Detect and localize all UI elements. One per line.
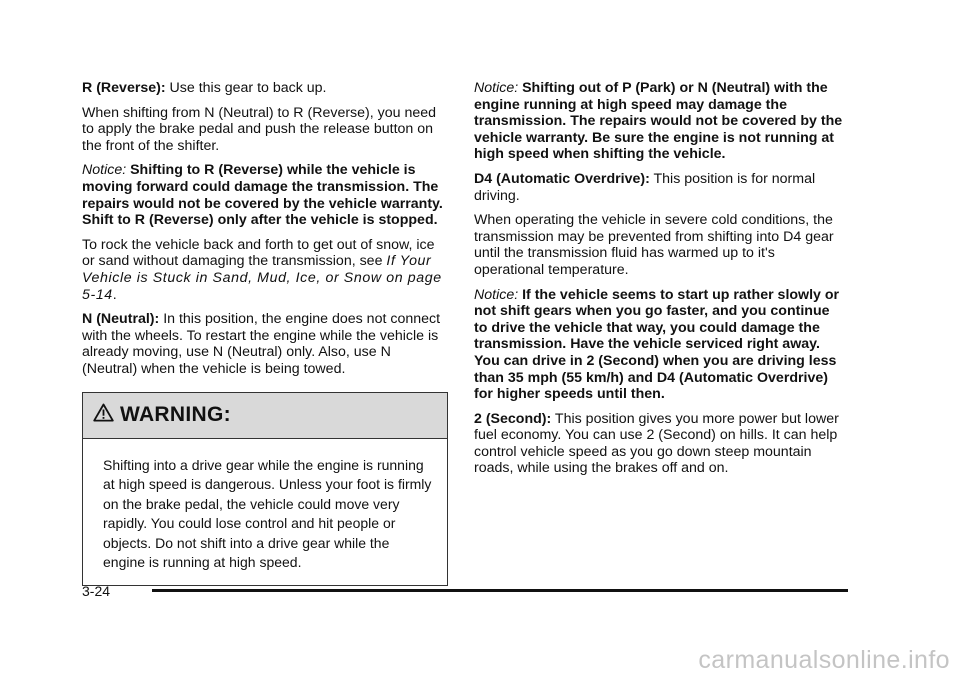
watermark: carmanualsonline.info: [698, 646, 950, 674]
reverse-label: R (Reverse):: [82, 80, 166, 96]
reverse-notice-paragraph: [82, 162, 448, 228]
warning-triangle-icon: [93, 403, 114, 427]
reverse-text: Use this gear to back up.: [165, 80, 327, 96]
second-text: This position gives you more power but lower fuel economy. You can use 2 (Second) on hills. It can help control vehicle speed as you go down steep mountain roads, while using the brakes off and on.: [474, 410, 839, 477]
neutral-text: In this position, the engine does not connect with the wheels. To restart the engine while the vehicle is already moving, use N (Neutral) only. Also, use N (Neutral) when the vehicle is being towed.: [82, 311, 441, 377]
rocking-paragraph: [82, 237, 448, 303]
notice-label: Notice:: [82, 162, 127, 179]
d4-paragraph: [474, 171, 844, 204]
neutral-label: N (Neutral):: [82, 311, 160, 328]
slow-shift-notice-paragraph: [474, 287, 844, 403]
warning-box: [82, 392, 448, 587]
stuck-vehicle-link[interactable]: If Your Vehicle is Stuck in Sand, Mud, Ice, or Snow on page 5-14: [82, 253, 442, 303]
warning-text: Shifting into a drive gear while the engine is running at high speed is dangerous. Unless your foot is firmly on the brake pedal, the vehicle could move very rapidly. You could lose control and hit people or objects. Do not shift into a drive gear while the engine is running at high speed.: [103, 456, 432, 571]
page-number: 3-24: [82, 583, 111, 599]
rocking-text: To rock the vehicle back and forth to get out of snow, ice or sand without damaging the transmission, see: [82, 236, 435, 270]
reverse-shift-paragraph: When shifting from N (Neutral) to R (Reverse), you need to apply the brake pedal and push the release button on the front of the shifter.: [82, 104, 437, 154]
notice-text: If the vehicle seems to start up rather slowly or not shift gears when you go faster, and you continue to drive the vehicle that way, you could damage the transmission. Have the vehicle serviced right away. You can drive in 2 (Second) when you are driving less than 35 mph (55 km/h) and D4 (Automatic Overdrive) for higher speeds until then.: [474, 286, 840, 403]
d4-text: This position is for normal driving.: [474, 170, 816, 204]
left-column: [82, 80, 448, 586]
notice-label: Notice:: [474, 286, 519, 303]
notice-text: Shifting out of P (Park) or N (Neutral) with the engine running at high speed may damage the transmission. The repairs would not be covered by the vehicle warranty. Be sure the engine is not running at high speed when shifting the vehicle.: [474, 80, 843, 163]
footer-rule: [152, 589, 848, 592]
second-label: 2 (Second):: [474, 410, 552, 427]
neutral-paragraph: [82, 311, 448, 377]
d4-label: D4 (Automatic Overdrive):: [474, 170, 650, 187]
second-gear-paragraph: [474, 411, 844, 477]
park-neutral-notice-paragraph: [474, 80, 844, 163]
notice-text: Shifting to R (Reverse) while the vehicle is moving forward could damage the transmission. The repairs would not be covered by the vehicle warranty. Shift to R (Reverse) only after the vehicle is stopped.: [82, 162, 443, 229]
cold-conditions-paragraph: When operating the vehicle in severe cold conditions, the transmission may be prevented from shifting into D4 gear until the transmission fluid has warmed up to it's operational temperature.: [474, 212, 834, 278]
reverse-paragraph: [82, 80, 448, 97]
notice-label: Notice:: [474, 80, 519, 96]
right-column: [474, 80, 844, 485]
warning-title: WARNING:: [120, 402, 231, 426]
warning-header: [83, 393, 447, 439]
rocking-end: .: [112, 286, 117, 303]
